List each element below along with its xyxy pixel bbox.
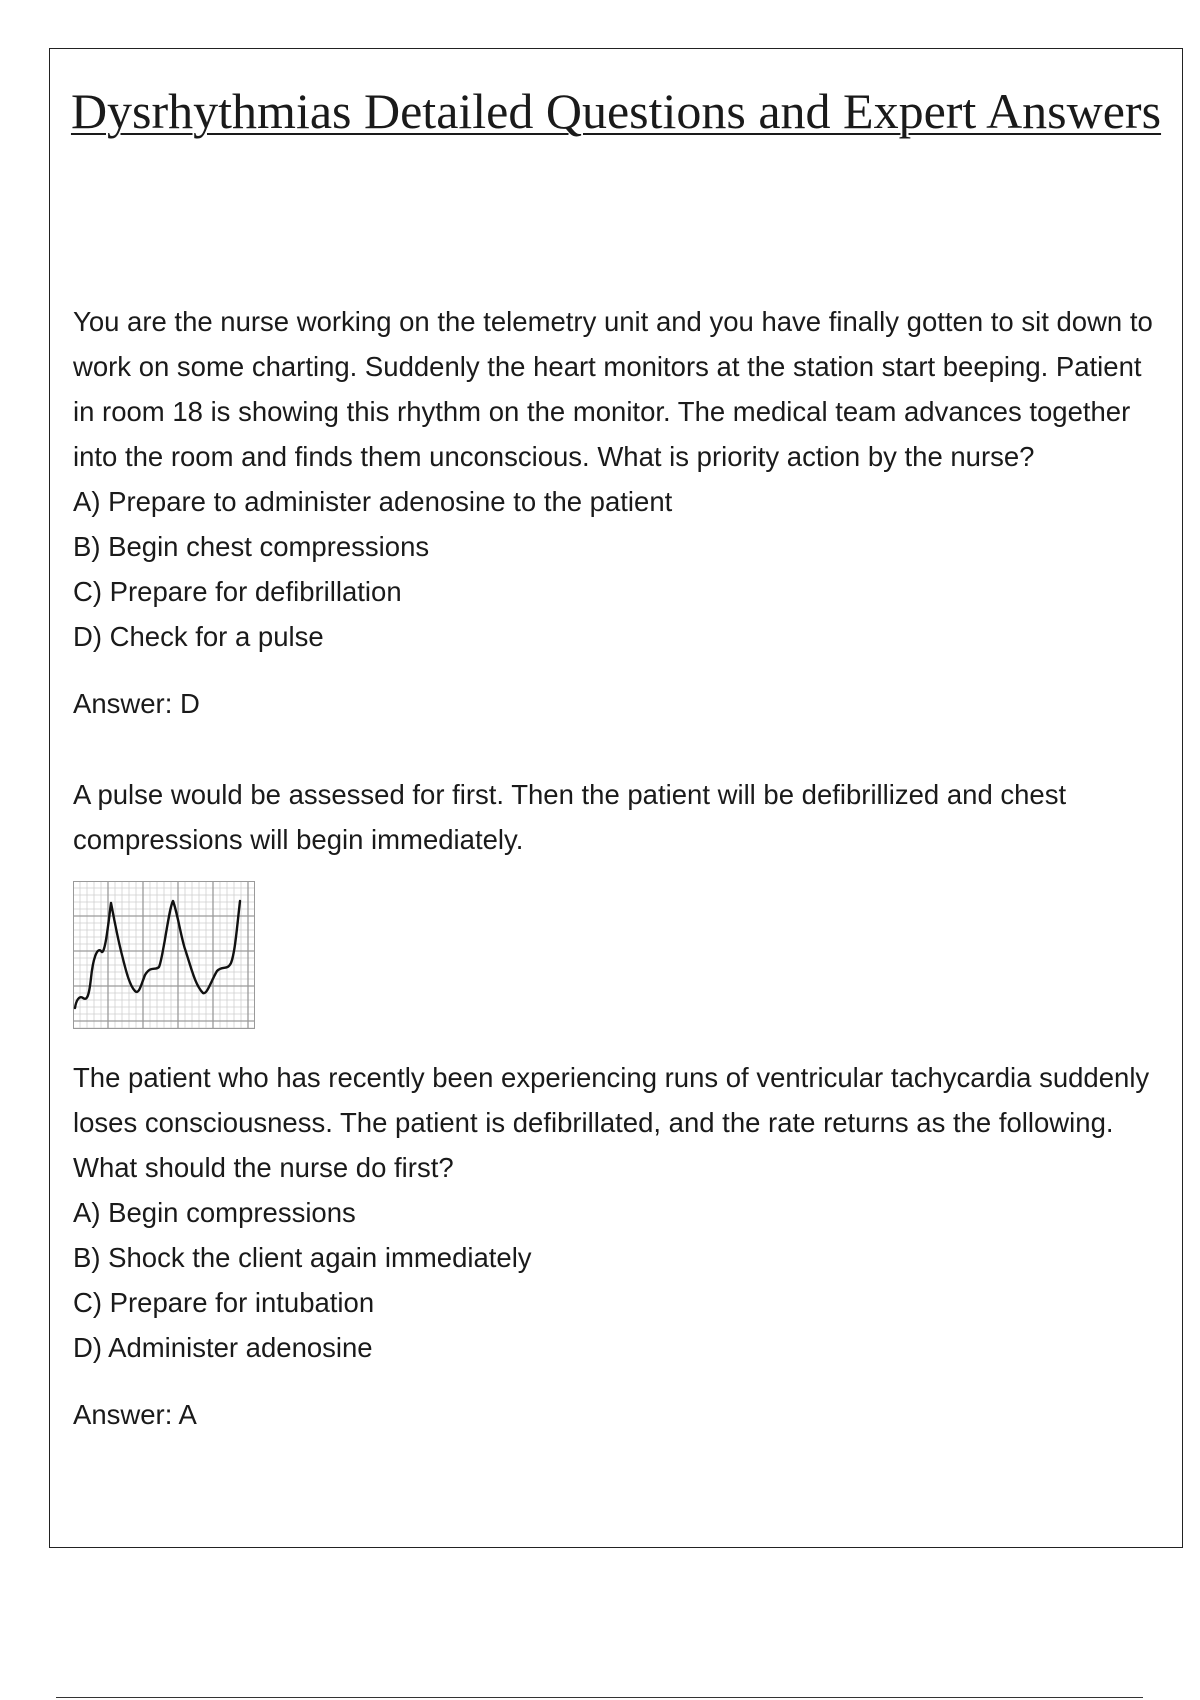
document-title-text: Dysrhythmias Detailed Questions and Expert Answers	[70, 83, 1162, 139]
question-2-option-c: C) Prepare for intubation	[73, 1287, 375, 1318]
question-1-text: You are the nurse working on the telemetry unit and you have finally gotten to sit down to work on some charting. Suddenly the heart monitors at the station start beeping. Patient in room 18 is showing this rhythm on the monitor. The medical team advances together into the room and finds them unconscious. What is priority action by the nurse?	[73, 306, 1153, 472]
question-1-option-c: C) Prepare for defibrillation	[73, 576, 402, 607]
document-title	[50, 79, 1182, 143]
ecg-rhythm-strip	[73, 881, 255, 1029]
question-1-answer: Answer: D	[73, 688, 200, 719]
question-1-option-b: B) Begin chest compressions	[73, 531, 430, 562]
question-2-option-a: A) Begin compressions	[73, 1197, 356, 1228]
question-1-option-d: D) Check for a pulse	[73, 621, 324, 652]
question-2-text: The patient who has recently been experiencing runs of ventricular tachycardia suddenly loses consciousness. The patient is defibrillated, and the rate returns as the following. What should the nurse do first?	[73, 1062, 1150, 1183]
question-2-option-b: B) Shock the client again immediately	[73, 1242, 532, 1273]
footer-divider	[56, 1697, 1143, 1698]
question-1-rationale: A pulse would be assessed for first. Then the patient will be defibrillized and chest compressions will begin immediately.	[73, 779, 1067, 855]
document-frame	[49, 48, 1183, 1548]
ecg-fine-grid	[73, 881, 255, 1029]
question-2-answer: Answer: A	[73, 1399, 197, 1430]
document-body	[73, 299, 1163, 1437]
question-1-option-a: A) Prepare to administer adenosine to the patient	[73, 486, 673, 517]
question-2-option-d: D) Administer adenosine	[73, 1332, 373, 1363]
